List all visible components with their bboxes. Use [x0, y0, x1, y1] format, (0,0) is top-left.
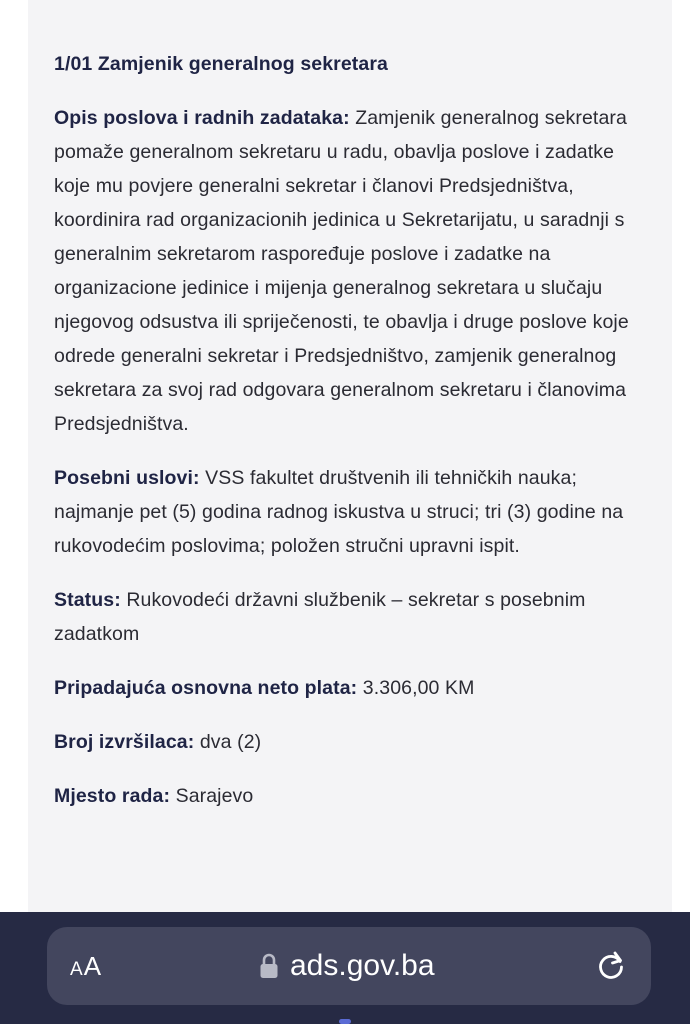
location-label: Mjesto rada: — [54, 785, 171, 807]
executors-section — [54, 725, 654, 759]
salary-label: Pripadajuća osnovna neto plata: — [54, 677, 358, 699]
text-size-small-glyph: A — [70, 959, 84, 980]
salary-section — [54, 671, 654, 705]
salary-text: 3.306,00 KM — [362, 677, 475, 699]
executors-label: Broj izvršilaca: — [54, 731, 195, 753]
job-content — [54, 47, 654, 833]
reload-icon[interactable] — [593, 948, 629, 984]
location-text: Sarajevo — [175, 785, 254, 807]
conditions-label: Posebni uslovi: — [54, 467, 200, 489]
description-label: Opis poslova i radnih zadataka: — [54, 107, 350, 129]
executors-text: dva (2) — [199, 731, 262, 753]
description-text: Zamjenik generalnog sekretara pomaže generalnom sekretaru u radu, obavlja poslove i zadatke koje mu povjere generalni sekretar i članovi Predsjedništva, koordinira rad organizacionih jedinica u Sekretarijatu, u saradnji s generalnim sekretarom raspoređuje poslove i zadatke na organizacione jedinice i mijenja generalnog sekretara u slučaju njegovog odsustva ili spriječenosti, te obavlja i druge poslove koje odrede generalni sekretar i Predsjedništvo, zamjenik generalnog sekretara za svoj rad odgovara generalnom sekretaru i članovima Predsjedništva. — [54, 107, 629, 435]
home-indicator — [339, 1019, 351, 1024]
text-size-large-glyph: A — [83, 951, 103, 981]
conditions-text: VSS fakultet društvenih ili tehničkih nauka; najmanje pet (5) godina radnog iskustva u struci; tri (3) godine na rukovodećim poslovima; položen stručni upravni ispit. — [54, 467, 624, 557]
description-section — [54, 101, 654, 441]
text-size-button[interactable] — [70, 948, 102, 988]
status-section — [54, 583, 654, 651]
lock-icon — [259, 952, 279, 980]
job-title: 1/01 Zamjenik generalnog sekretara — [54, 53, 388, 75]
status-text: Rukovodeći državni službenik – sekretar s posebnim zadatkom — [54, 589, 586, 645]
location-section — [54, 779, 654, 813]
status-label: Status: — [54, 589, 121, 611]
url-domain[interactable]: ads.gov.ba — [290, 949, 435, 982]
conditions-section — [54, 461, 654, 563]
